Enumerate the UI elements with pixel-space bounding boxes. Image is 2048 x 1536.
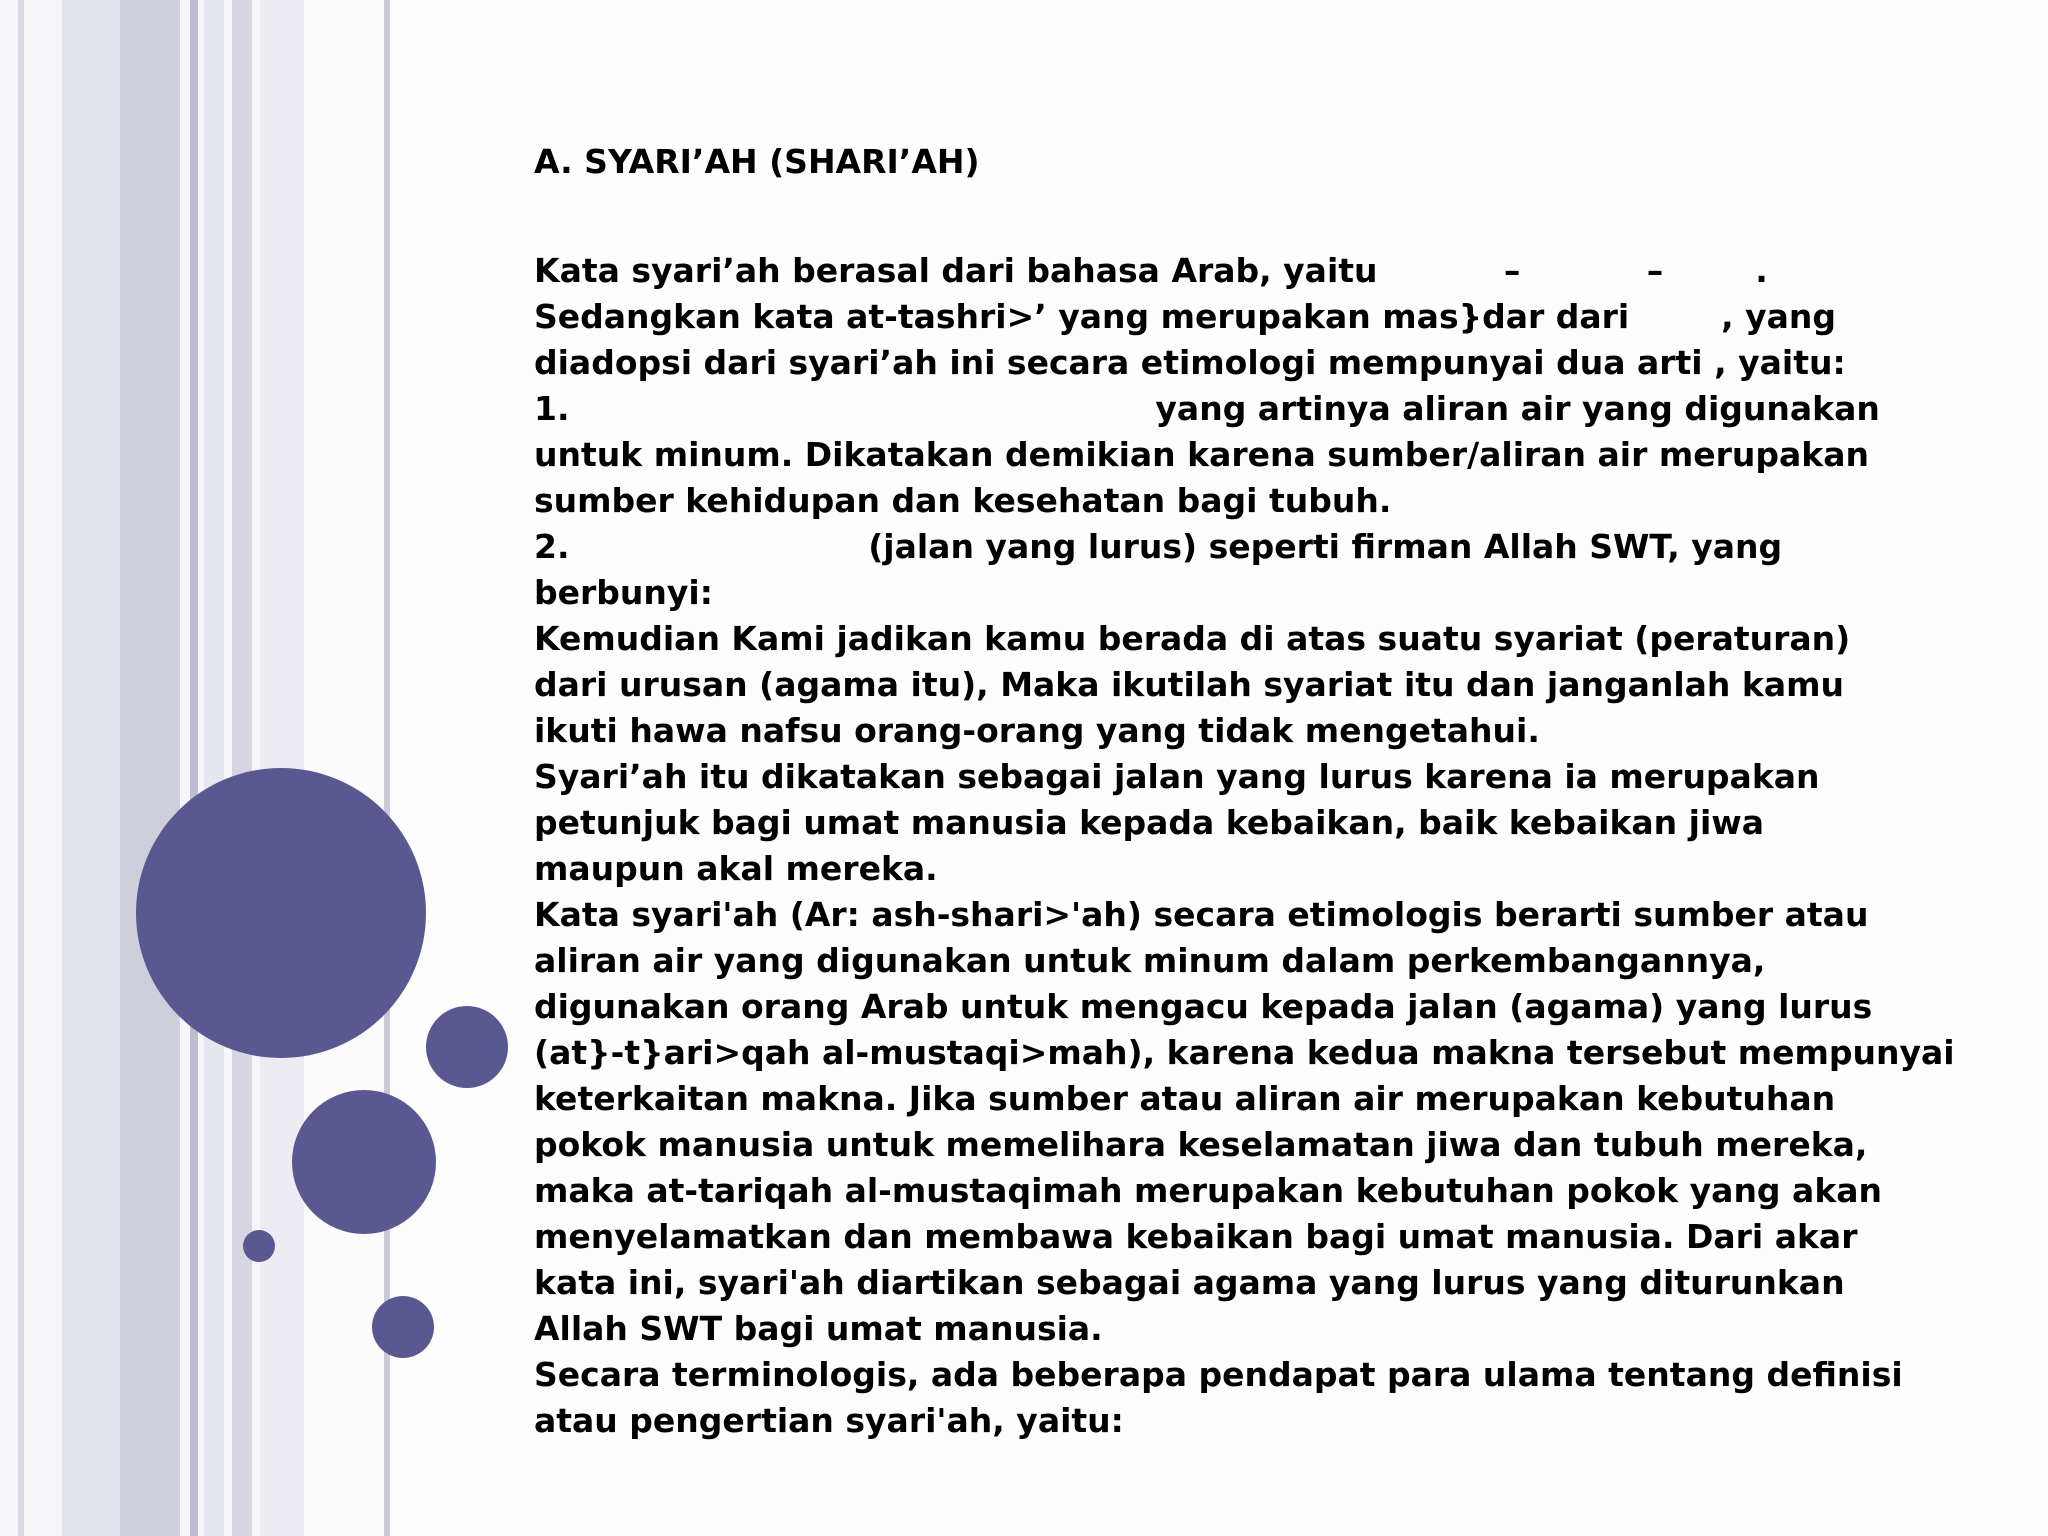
body-line: (at}-t}ari>qah al-mustaqi>mah), karena kedua makna tersebut mempunyai xyxy=(534,1033,1955,1072)
decor-circle-small-bottom xyxy=(372,1296,434,1358)
left-white-gap xyxy=(304,0,384,1536)
left-stripe-light xyxy=(204,0,224,1536)
decor-circle-small-right xyxy=(426,1006,508,1088)
body-line: atau pengertian syari'ah, yaitu: xyxy=(534,1401,1124,1440)
decor-circle-large xyxy=(136,768,426,1058)
body-line: berbunyi: xyxy=(534,573,713,612)
body-line: 2. (jalan yang lurus) seperti firman Allah SWT, yang xyxy=(534,527,1783,566)
body-line: Kemudian Kami jadikan kamu berada di atas suatu syariat (peraturan) xyxy=(534,619,1851,658)
left-stripe-thin-a xyxy=(190,0,198,1536)
body-line: Kata syari’ah berasal dari bahasa Arab, yaitu – – . xyxy=(534,251,1768,290)
body-line: Secara terminologis, ada beberapa pendapat para ulama tentang definisi xyxy=(534,1355,1903,1394)
body-line: sumber kehidupan dan kesehatan bagi tubuh. xyxy=(534,481,1392,520)
body-line: aliran air yang digunakan untuk minum dalam perkembangannya, xyxy=(534,941,1766,980)
slide-body xyxy=(534,248,1954,1444)
body-line: kata ini, syari'ah diartikan sebagai agama yang lurus yang diturunkan xyxy=(534,1263,1845,1302)
body-line: digunakan orang Arab untuk mengacu kepada jalan (agama) yang lurus xyxy=(534,987,1873,1026)
body-line: maka at-tariqah al-mustaqimah merupakan kebutuhan pokok yang akan xyxy=(534,1171,1883,1210)
body-line: Kata syari'ah (Ar: ash-shari>'ah) secara etimologis berarti sumber atau xyxy=(534,895,1869,934)
left-stripe-dark xyxy=(120,0,180,1536)
body-line: keterkaitan makna. Jika sumber atau aliran air merupakan kebutuhan xyxy=(534,1079,1836,1118)
body-line: maupun akal mereka. xyxy=(534,849,938,888)
left-stripe-mid xyxy=(232,0,252,1536)
decor-circle-tiny xyxy=(243,1230,275,1262)
slide-title: A. SYARI’AH (SHARI’AH) xyxy=(534,142,980,181)
body-line: menyelamatkan dan membawa kebaikan bagi umat manusia. Dari akar xyxy=(534,1217,1858,1256)
body-line: Sedangkan kata at-tashri>’ yang merupakan mas}dar dari , yang xyxy=(534,297,1837,336)
left-stripe-outer xyxy=(18,0,24,1536)
body-line: ikuti hawa nafsu orang-orang yang tidak mengetahui. xyxy=(534,711,1540,750)
body-line: untuk minum. Dikatakan demikian karena sumber/aliran air merupakan xyxy=(534,435,1870,474)
body-line: Allah SWT bagi umat manusia. xyxy=(534,1309,1103,1348)
body-line: pokok manusia untuk memelihara keselamatan jiwa dan tubuh mereka, xyxy=(534,1125,1868,1164)
left-stripe-wide xyxy=(62,0,120,1536)
decor-circle-medium xyxy=(292,1090,436,1234)
body-line: diadopsi dari syari’ah ini secara etimologi mempunyai dua arti , yaitu: xyxy=(534,343,1846,382)
body-line: Syari’ah itu dikatakan sebagai jalan yang lurus karena ia merupakan xyxy=(534,757,1820,796)
body-line: dari urusan (agama itu), Maka ikutilah syariat itu dan janganlah kamu xyxy=(534,665,1844,704)
body-line: 1. yang artinya aliran air yang digunakan xyxy=(534,389,1880,428)
body-line: petunjuk bagi umat manusia kepada kebaikan, baik kebaikan jiwa xyxy=(534,803,1765,842)
